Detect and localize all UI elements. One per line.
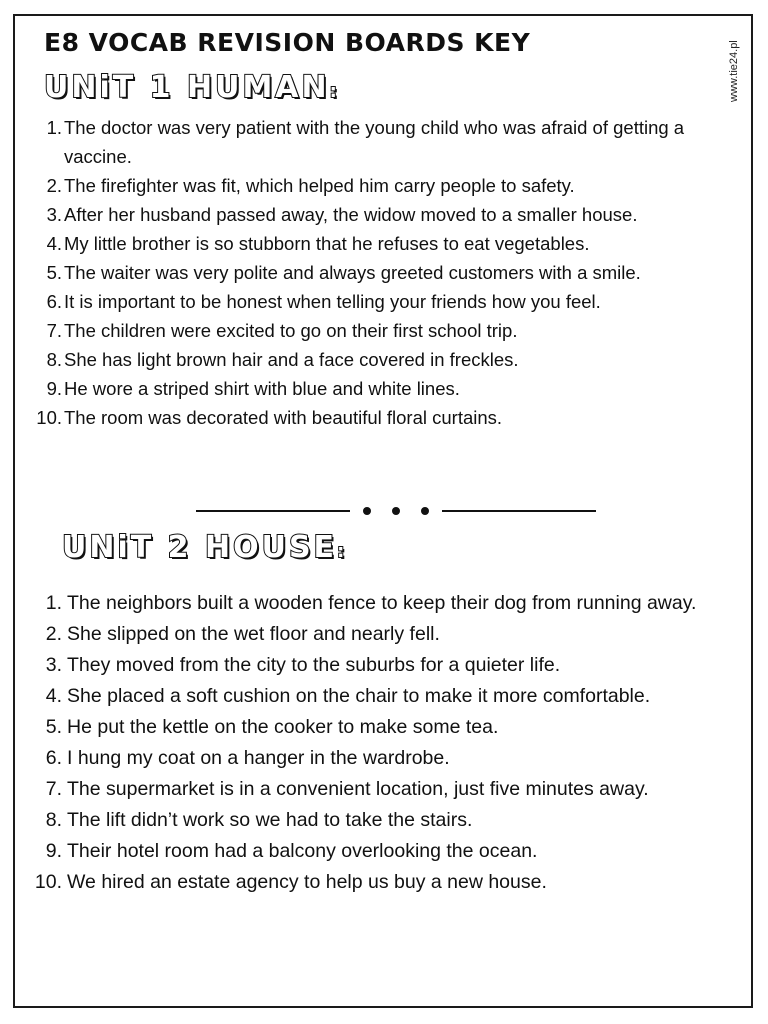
- item-number: 1.: [46, 117, 62, 138]
- item-number: 5.: [46, 262, 62, 283]
- list-item: [26, 867, 738, 898]
- list-item: [26, 258, 742, 287]
- list-item: [26, 836, 738, 867]
- item-sentence: We hired an estate agency to help us buy a new house.: [67, 871, 547, 893]
- item-sentence: She slipped on the wet floor and nearly fell.: [67, 623, 440, 645]
- item-number: 9.: [45, 840, 62, 862]
- list-item: [26, 287, 742, 316]
- item-number: 9.: [46, 378, 62, 399]
- list-item: [26, 345, 742, 374]
- divider-line-right: [442, 510, 596, 512]
- divider-line-left: [196, 510, 350, 512]
- item-number: 8.: [46, 349, 62, 370]
- item-sentence: The firefighter was fit, which helped him carry people to safety.: [64, 175, 575, 196]
- divider-dot: [392, 507, 400, 515]
- list-item: [26, 681, 738, 712]
- list-item: [26, 743, 738, 774]
- list-item: [26, 113, 742, 171]
- list-item: [26, 774, 738, 805]
- item-sentence: The lift didn’t work so we had to take the stairs.: [67, 809, 473, 831]
- item-sentence: It is important to be honest when telling your friends how you feel.: [64, 291, 601, 312]
- item-number: 2.: [46, 175, 62, 196]
- item-sentence: The supermarket is in a convenient location, just five minutes away.: [67, 778, 649, 800]
- divider-dot: [363, 507, 371, 515]
- item-sentence: The waiter was very polite and always greeted customers with a smile.: [64, 262, 641, 283]
- document-title: E8 VOCAB REVISION BOARDS KEY: [44, 28, 531, 57]
- list-item: [26, 650, 738, 681]
- list-item: [26, 403, 742, 432]
- item-sentence: The children were excited to go on their first school trip.: [64, 320, 518, 341]
- item-number: 6.: [46, 291, 62, 312]
- item-number: 6.: [45, 747, 62, 769]
- list-item: [26, 374, 742, 403]
- item-number: 4.: [45, 685, 62, 707]
- list-item: [26, 229, 742, 258]
- unit-1-heading-colon: :: [329, 81, 337, 102]
- unit-1-sentence-list: [26, 113, 742, 432]
- list-item: [26, 619, 738, 650]
- item-number: 3.: [45, 654, 62, 676]
- unit-2-heading-text: UNiT 2 HOUSE: [62, 530, 338, 565]
- item-number: 7.: [46, 320, 62, 341]
- unit-2-heading: [62, 530, 344, 565]
- item-number: 2.: [45, 623, 62, 645]
- list-item: [26, 171, 742, 200]
- item-sentence: He wore a striped shirt with blue and white lines.: [64, 378, 460, 399]
- item-number: 10.: [34, 871, 62, 893]
- list-item: [26, 588, 738, 619]
- list-item: [26, 805, 738, 836]
- item-sentence: The neighbors built a wooden fence to keep their dog from running away.: [67, 592, 697, 614]
- item-sentence: The doctor was very patient with the young child who was afraid of getting a vaccine.: [64, 117, 685, 167]
- item-sentence: She placed a soft cushion on the chair to make it more comfortable.: [67, 685, 651, 707]
- item-sentence: I hung my coat on a hanger in the wardrobe.: [67, 747, 450, 769]
- unit-1-heading: [44, 70, 337, 105]
- unit-1-heading-text: UNiT 1 HUMAN: [44, 70, 330, 105]
- list-item: [26, 316, 742, 345]
- unit-2-heading-colon: :: [337, 541, 345, 562]
- item-number: 10.: [36, 407, 62, 428]
- divider-dot: [421, 507, 429, 515]
- item-number: 4.: [46, 233, 62, 254]
- item-number: 3.: [46, 204, 62, 225]
- list-item: [26, 712, 738, 743]
- item-sentence: After her husband passed away, the widow moved to a smaller house.: [64, 204, 638, 225]
- section-divider: [196, 501, 596, 521]
- unit-2-sentence-list: [26, 588, 738, 898]
- item-sentence: He put the kettle on the cooker to make some tea.: [67, 716, 499, 738]
- item-number: 7.: [45, 778, 62, 800]
- item-sentence: The room was decorated with beautiful floral curtains.: [64, 407, 503, 428]
- list-item: [26, 200, 742, 229]
- item-number: 8.: [45, 809, 62, 831]
- item-number: 1.: [45, 592, 62, 614]
- website-watermark: www.tie24.pl: [728, 40, 740, 102]
- item-sentence: Their hotel room had a balcony overlooking the ocean.: [67, 840, 538, 862]
- item-sentence: She has light brown hair and a face covered in freckles.: [64, 349, 519, 370]
- item-number: 5.: [45, 716, 62, 738]
- item-sentence: My little brother is so stubborn that he refuses to eat vegetables.: [64, 233, 590, 254]
- item-sentence: They moved from the city to the suburbs for a quieter life.: [67, 654, 561, 676]
